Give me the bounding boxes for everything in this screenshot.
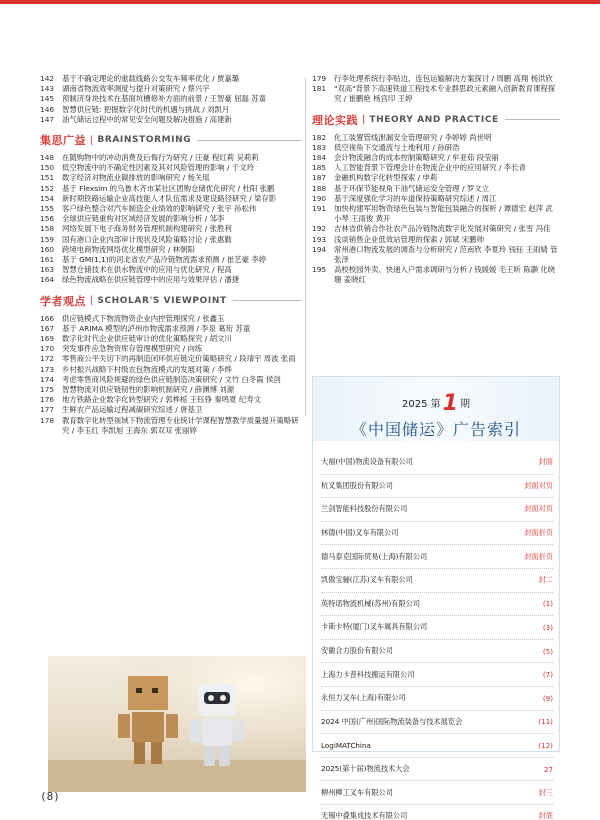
toc-page-number: 178: [40, 415, 55, 425]
scholar-entries: [40, 314, 302, 436]
toc-article-title: 智慧供应链: 把握数字化时代的机遇与挑战 / 刘凯月: [62, 104, 230, 114]
toc-article-title: 预制济身块技术在基面坑槽修补方面的前景 / 王智豪 屈磊 苏童: [62, 94, 267, 104]
advertiser-page: 封面: [538, 457, 553, 467]
advertiser-page: (1): [542, 599, 553, 609]
advertiser-name: 凯傲宝骊(江苏)叉车有限公司: [321, 575, 413, 585]
ad-index-row: [321, 522, 553, 546]
toc-entry: [40, 265, 302, 275]
toc-page-number: 150: [40, 163, 55, 173]
toc-page-number: 195: [312, 265, 327, 275]
advertiser-name: 大福(中国)物流设备有限公司: [321, 457, 413, 467]
ad-index-row: [321, 569, 553, 593]
toc-entry: [40, 314, 302, 324]
toc-article-title: 浅谈销售企业低效站管理的探索 / 郭斌 宋鹏帅: [334, 234, 484, 244]
toc-entry: [40, 105, 302, 115]
toc-page-number: 181: [312, 84, 327, 94]
ad-index-box: [312, 376, 560, 820]
toc-article-title: 油气储运过程中的常见安全问题及解决措施 / 高建新: [62, 114, 232, 124]
toc-entry: [40, 173, 302, 183]
ad-index-row: [321, 593, 553, 617]
section-title-zh: 理论实践: [312, 113, 358, 127]
heading-separator: |: [362, 114, 366, 126]
toc-entry: [40, 163, 302, 173]
toc-entry: [312, 173, 560, 183]
section-title-en: SCHOLAR'S VIEWPOINT: [97, 295, 227, 306]
ad-index-row: [321, 711, 553, 735]
left-column: [40, 74, 302, 436]
toc-entry: [40, 344, 302, 354]
toc-article-title: 全球供应链重构对区域经济发展的影响分析 / 邹李: [62, 214, 225, 224]
toc-article-title: 客户绿色整合对汽车制造企业绩效的影响研究 / 张宇 孙松伟: [62, 204, 257, 214]
toc-article-title: 考虑零售商风险规避的绿色供应链制造决策研究 / 文竹 白冬霞 侯剑: [62, 374, 281, 384]
toc-entry: [40, 324, 302, 334]
toc-entry: [40, 385, 302, 395]
toc-page-number: 176: [40, 395, 55, 405]
toc-page-number: 142: [40, 74, 55, 83]
ad-index-header: [313, 377, 559, 441]
toc-entry: [312, 153, 560, 163]
issue-year-prefix: 2025 第: [402, 399, 441, 410]
toc-entry: [40, 74, 302, 84]
toc-entry: [40, 184, 302, 194]
toc-page-number: 192: [312, 224, 327, 234]
right-top-entries: [312, 74, 560, 105]
ad-index-row: [321, 640, 553, 664]
toc-entry: [40, 153, 302, 163]
toc-page-number: 174: [40, 374, 55, 384]
toc-article-title: 基于 ARIMA 模型的泸州市物流需求预测 / 李泉 葛珩 苏童: [62, 323, 251, 333]
toc-entry: [312, 235, 560, 245]
toc-article-title: 基于 GM(1,1)的河北省农产品冷链物流需求预测 / 崔艺豪 李婷: [62, 255, 267, 265]
issue-line: [313, 391, 559, 416]
section-title-en: THEORY AND PRACTICE: [369, 114, 499, 125]
theory-entries: [312, 133, 560, 286]
heading-separator: |: [90, 295, 94, 307]
toc-article-title: 吉林省供销合作社农产品冷链物流数字化发展对策研究 / 张雪 冯佳: [334, 224, 551, 234]
toc-entry: [40, 84, 302, 94]
toc-page-number: 194: [312, 244, 327, 254]
advertiser-name: 林德(中国)叉车有限公司: [321, 528, 399, 538]
toc-article-title: 高校校园外卖、快递入户需求调研与分析 / 钱媛媛 毛王昕 陈灏 化晓珊 姜晓红: [334, 265, 556, 285]
advertiser-name: 卡斯卡特(厦门)叉车属具有限公司: [321, 622, 428, 632]
toc-article-title: 常州港口物流发展的调查与分析研究 / 范南欣 李夏玲 钱钰 王雨婧 管张泽: [334, 244, 558, 265]
toc-page-number: 160: [40, 244, 55, 254]
toc-entry: [40, 204, 302, 214]
toc-entry: [40, 235, 302, 245]
toc-article-title: 突发事件应急物资库存管理模型研究 / 向练: [62, 344, 203, 354]
advertiser-page: (5): [542, 646, 553, 656]
heading-rule: [505, 119, 560, 120]
toc-article-title: 基于 Flexsim 的乌鲁木齐市某社区团购仓储优化研究 / 杜阳 张鹏: [62, 183, 275, 193]
advertiser-name: 上海力卡普科技搬运有限公司: [321, 669, 415, 679]
robot-figurines-photo: [48, 656, 306, 792]
ad-index-row: [321, 498, 553, 522]
toc-page-number: 179: [312, 74, 327, 83]
page-number: (8): [40, 790, 60, 803]
advertiser-name: 杭叉集团股份有限公司: [321, 480, 393, 490]
toc-page-number: 173: [40, 364, 55, 374]
toc-entry: [40, 245, 302, 255]
toc-entry: [312, 194, 560, 204]
toc-entry: [40, 224, 302, 234]
ad-index-row: [321, 734, 553, 758]
section-title-zh: 集思广益: [40, 134, 86, 148]
toc-entry: [312, 204, 560, 224]
toc-page-number: 184: [312, 153, 327, 163]
toc-article-title: 智慧物流对供应链韧性的影响机制研究 / 薛渊博 刘源: [62, 385, 235, 395]
toc-page-number: 170: [40, 344, 55, 354]
toc-page-number: 182: [312, 132, 327, 142]
toc-page-number: 143: [40, 84, 55, 94]
scholar-heading: [40, 294, 302, 308]
toc-article-title: 乡村振兴战略下村级农包物流模式的发展对策 / 李烨: [62, 364, 232, 374]
toc-page-number: 175: [40, 385, 55, 395]
advertiser-page: 27: [543, 764, 553, 774]
advertiser-name: 2025(第十届)物流技术大会: [321, 764, 410, 774]
advertiser-page: 封面对页: [524, 480, 553, 490]
toc-page-number: 167: [40, 323, 55, 333]
toc-entry: [312, 74, 560, 84]
advertiser-name: 兰剑智能科技股份有限公司: [321, 504, 408, 514]
toc-page-number: 163: [40, 265, 55, 275]
ad-index-row: [321, 663, 553, 687]
toc-page-number: 152: [40, 183, 55, 193]
toc-entry: [40, 354, 302, 364]
advertiser-page: 封底: [538, 811, 553, 820]
toc-entry: [312, 245, 560, 265]
toc-page-number: 172: [40, 354, 55, 364]
advertiser-name: 无锡中叠集成技术有限公司: [321, 811, 408, 820]
toc-page-number: 187: [312, 173, 327, 183]
toc-article-title: 跨境电商物流网络优化模型研究 / 林朝阳: [62, 244, 195, 254]
toc-entry: [40, 416, 302, 436]
toc-article-title: 基于深度强化学习的车道保持策略研究综述 / 周江: [334, 193, 497, 203]
advertiser-page: 封二: [538, 575, 553, 585]
toc-article-title: 零售商公平关切下的再制造闭环供应链定价策略研究 / 段靖宇 周波 张雨: [62, 354, 296, 364]
toc-entry: [40, 115, 302, 125]
toc-article-title: 基于不确定理论的重载线路公交发车频率优化 / 贾嘉璐: [62, 74, 240, 83]
toc-entry: [312, 163, 560, 173]
toc-article-title: "双高"背景下高速铁道工程技术专业群思政元素融入创新教育课程探究 / 崔鹏艳 杨宫印 王婷: [334, 84, 556, 104]
theory-heading: [312, 113, 560, 127]
toc-entry: [40, 395, 302, 405]
toc-page-number: 159: [40, 234, 55, 244]
toc-page-number: 166: [40, 313, 55, 323]
toc-entry: [40, 214, 302, 224]
toc-article-title: 在随购物中的冲动消费及后悔行为研究 / 汪豪 程红莉 吴莉莉: [62, 153, 259, 163]
section-title-en: BRAINSTORMING: [97, 135, 192, 146]
toc-page-number: 156: [40, 214, 55, 224]
issue-number: 1: [442, 391, 458, 416]
toc-article-title: 人工智能背景下管理会计在物流企业中的应用研究 / 李长青: [334, 163, 526, 173]
toc-article-title: 网络发展下电子商务财务管理机制构建研究 / 张胜利: [62, 224, 232, 234]
toc-entry: [312, 224, 560, 234]
toc-page-number: 164: [40, 275, 55, 285]
toc-article-title: 低空物流中的不确定性因素及其对风险管理的影响 / 于文玲: [62, 163, 254, 173]
toc-page-number: 185: [312, 163, 327, 173]
brainstorming-heading: [40, 133, 302, 147]
toc-page-number: 191: [312, 204, 327, 214]
toc-article-title: 智慧仓储技术在供水物流中的应用与优化研究 / 程高: [62, 265, 232, 275]
toc-entry: [40, 405, 302, 415]
toc-article-title: 基于环保节能视角下油气储运安全管理 / 罗文立: [334, 183, 490, 193]
toc-entry: [312, 265, 560, 285]
photo-illustration: [48, 656, 306, 792]
advertiser-name: 安徽合力股份有限公司: [321, 646, 393, 656]
toc-article-title: 绿色物流战略在供应链管理中的应用与效果评估 / 潘捷: [62, 275, 240, 285]
toc-page-number: 151: [40, 173, 55, 183]
toc-entry: [40, 194, 302, 204]
toc-article-title: 数字化时代企业供应链审计的优化策略探究 / 胡文川: [62, 334, 232, 344]
toc-page-number: 147: [40, 114, 55, 124]
toc-article-title: 金融机构数字化转型探索 / 申莉: [334, 173, 438, 183]
advertiser-name: 英特诺物流机械(苏州)有限公司: [321, 598, 421, 608]
advertiser-name: 永恒力叉车(上海)有限公司: [321, 693, 406, 703]
toc-article-title: 数字经济对物流业碳排放的影响研究 / 杨关瑶: [62, 173, 210, 183]
toc-page-number: 161: [40, 255, 55, 265]
toc-page-number: 154: [40, 193, 55, 203]
advertiser-page: 封面折页: [524, 528, 553, 538]
toc-entry: [40, 334, 302, 344]
toc-article-title: 教育数字化转型视域下物流管理专业统计学课程智慧教学质量提升策略研究 / 李玉红 李凯旭 王海东 郭双双 张丽婷: [62, 415, 299, 435]
toc-article-title: 供应链模式下物流物资企业内控管理探究 / 张鑫玉: [62, 313, 225, 323]
toc-entry: [312, 184, 560, 194]
brainstorming-entries: [40, 153, 302, 286]
toc-entry: [312, 84, 560, 104]
heading-separator: |: [90, 134, 94, 146]
toc-page-number: 148: [40, 153, 55, 163]
toc-page-number: 155: [40, 204, 55, 214]
ad-index-title: 《中国储运》广告索引: [350, 420, 521, 439]
advertiser-page: (7): [542, 670, 553, 680]
right-column: [312, 74, 560, 286]
toc-article-title: 新时期铁路运输企业高技能人才队伍需求及建设路径研究 / 梁存影: [62, 193, 277, 203]
toc-entry: [40, 94, 302, 104]
ad-index-row: [321, 475, 553, 499]
advertiser-page: (12): [538, 740, 553, 750]
ad-index-row: [321, 451, 553, 475]
toc-page-number: 183: [312, 142, 327, 152]
ad-index-row: [321, 545, 553, 569]
column-divider: [305, 78, 306, 416]
ad-index-list: [321, 451, 553, 820]
toc-article-title: 国有港口企业内部审计现状及风险策略讨论 / 张惠勤: [62, 234, 232, 244]
advertiser-page: (3): [542, 622, 553, 632]
top-accent-bar: [0, 0, 600, 4]
toc-entry: [312, 143, 560, 153]
toc-article-title: 地方铁路企业数字化转型研究 / 郭桦栎 王钰铮 秦鸣夏 纪寿文: [62, 395, 262, 405]
toc-entry: [312, 133, 560, 143]
toc-page-number: 188: [312, 183, 327, 193]
advertiser-name: 德马泰克国际贸易(上海)有限公司: [321, 551, 428, 561]
toc-article-title: 生鲜农产品运输过程减碳研究综述 / 唐基卫: [62, 405, 203, 415]
toc-page-number: 146: [40, 104, 55, 114]
ad-index-row: [321, 805, 553, 820]
toc-article-title: 加快构建军用物资绿色包装与智能包装融合的探析 / 谭德宏 赵萍 武小琴 王雨俊 黄开: [334, 204, 553, 224]
toc-page-number: 190: [312, 193, 327, 203]
toc-page-number: 177: [40, 405, 55, 415]
toc-article-title: 湖南省物流效率测度与提升对策研究 / 蔡兴宇: [62, 84, 210, 94]
ad-index-row: [321, 687, 553, 711]
advertiser-name: LogiMATChina: [321, 740, 371, 750]
toc-entry: [40, 375, 302, 385]
heading-rule: [197, 140, 302, 141]
toc-article-title: 化工装置管线泄漏安全管理研究 / 李婷婷 尚世明: [334, 132, 492, 142]
section-title-zh: 学者观点: [40, 294, 86, 308]
advertiser-name: 2024 中国(广州)国际物流装备与技术展览会: [321, 716, 463, 726]
issue-suffix: 期: [459, 399, 470, 410]
toc-page-number: 145: [40, 94, 55, 104]
advertiser-page: 封面对页: [524, 504, 553, 514]
ad-index-row: [321, 616, 553, 640]
advertiser-page: 封三: [538, 787, 553, 797]
advertiser-page: (9): [542, 693, 553, 703]
toc-page-number: 193: [312, 234, 327, 244]
heading-rule: [233, 300, 302, 301]
ad-index-row: [321, 781, 553, 805]
toc-article-title: 低空视角下交通流与土地利用 / 孙研浩: [334, 142, 460, 152]
toc-entry: [40, 255, 302, 265]
advertiser-page: 封面折页: [524, 551, 553, 561]
toc-entry: [40, 275, 302, 285]
toc-page-number: 169: [40, 334, 55, 344]
advertiser-page: (11): [538, 717, 553, 727]
left-top-entries: [40, 74, 302, 125]
ad-index-row: [321, 758, 553, 782]
toc-page-number: 158: [40, 224, 55, 234]
advertiser-name: 柳州柳工叉车有限公司: [321, 787, 393, 797]
toc-article-title: 会计物流融合的成本控制策略研究 / 牟亚茹 段莹丽: [334, 153, 499, 163]
toc-entry: [40, 365, 302, 375]
toc-article-title: 行李处理系统行李贴边、连包运输解决方案探讨 / 周鹏 高翔 杨洪欣: [334, 74, 553, 83]
